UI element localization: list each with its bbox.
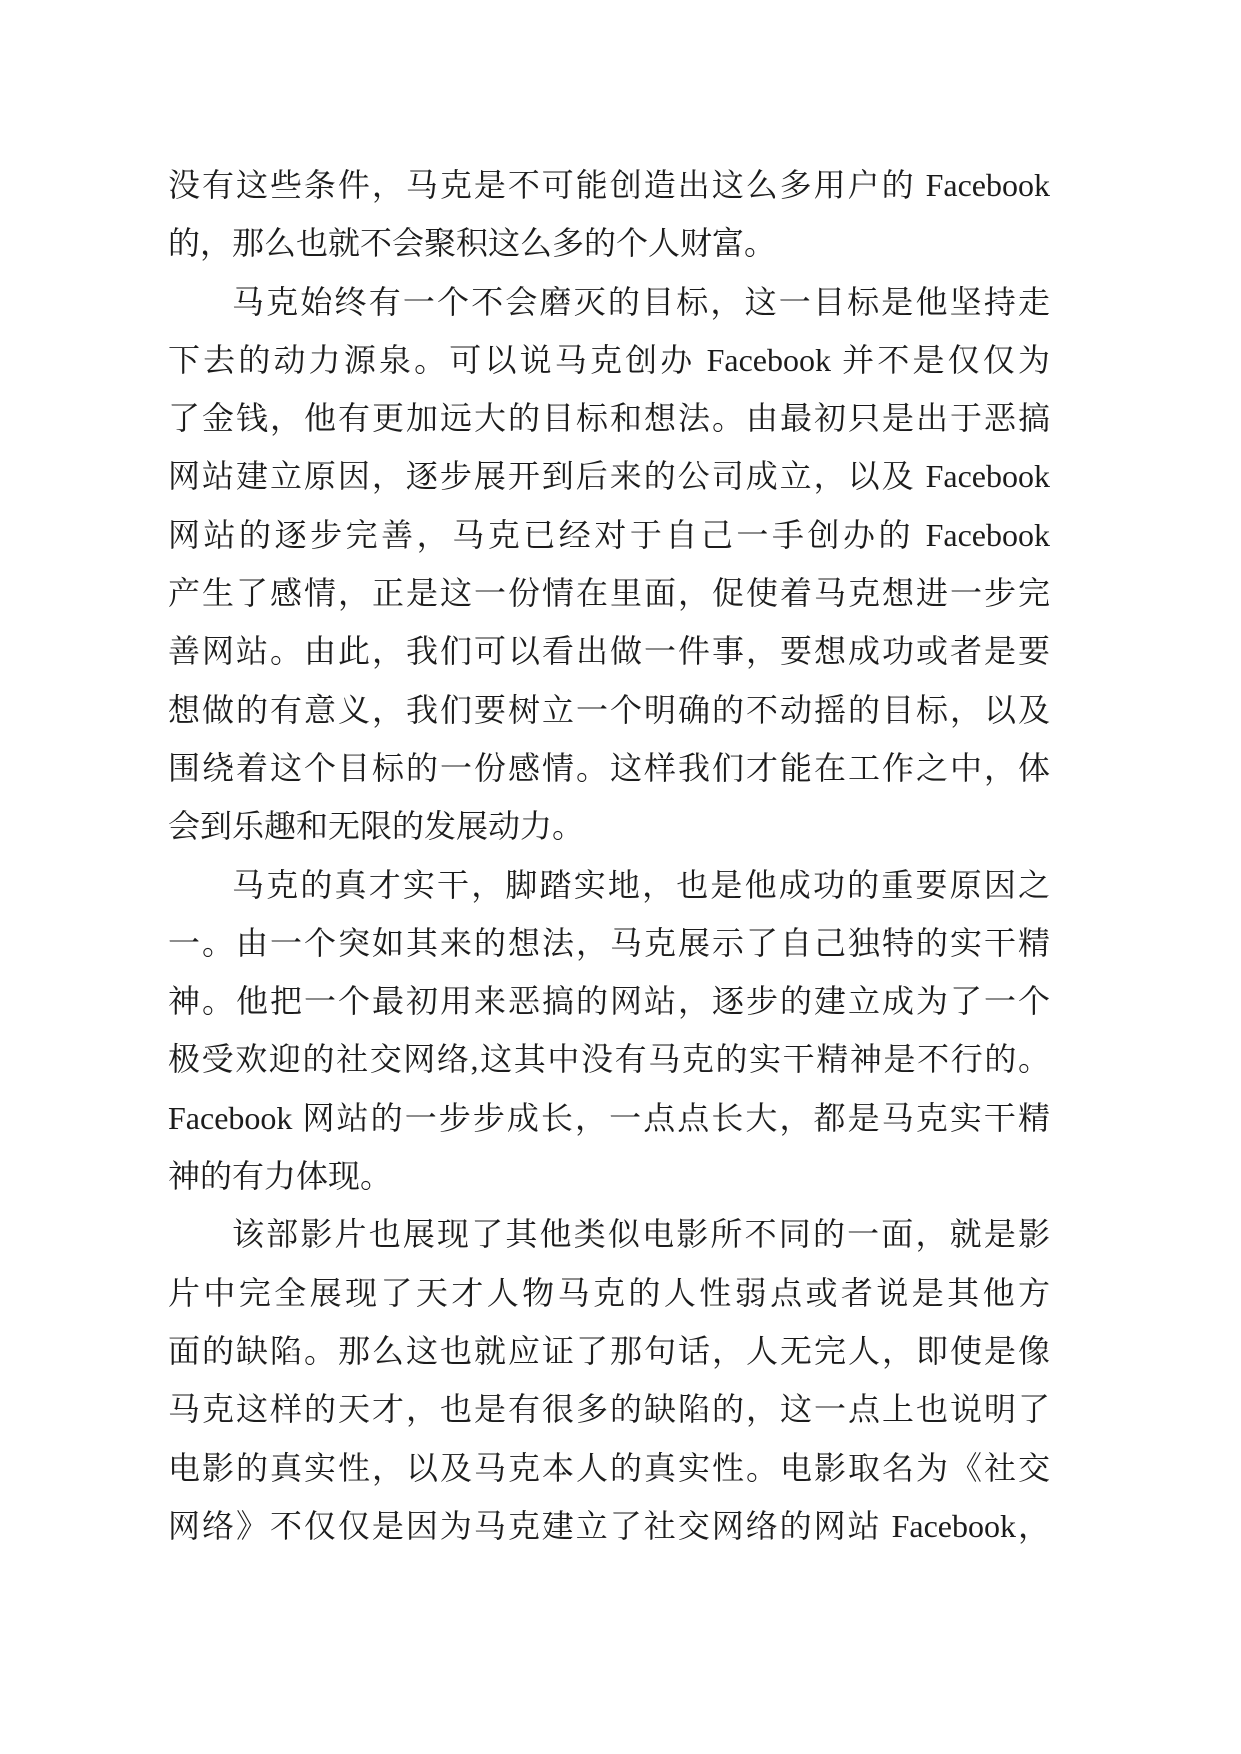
text-line: 产生了感情，正是这一份情在里面，促使着马克想进一步完 [168,575,1050,612]
text-line: 善网站。由此，我们可以看出做一件事，要想成功或者是要 [168,633,1050,670]
text-line: 下去的动力源泉。可以说马克创办 Facebook 并不是仅仅为 [168,341,1050,378]
text-line: 极受欢迎的社交网络,这其中没有马克的实干精神是不行的。 [168,1041,1050,1078]
text-line: 面的缺陷。那么这也就应证了那句话，人无完人，即使是像 [168,1332,1050,1369]
text-line: 电影的真实性，以及马克本人的真实性。电影取名为《社交 [168,1449,1050,1486]
text-line: 网络》不仅仅是因为马克建立了社交网络的网站 Facebook， [168,1507,1050,1544]
text-line: 马克这样的天才，也是有很多的缺陷的，这一点上也说明了 [168,1391,1050,1428]
text-line: 片中完全展现了天才人物马克的人性弱点或者说是其他方 [168,1274,1050,1311]
text-line: 一。由一个突如其来的想法，马克展示了自己独特的实干精 [168,924,1050,961]
text-line: 网站的逐步完善，马克已经对于自己一手创办的 Facebook [168,516,1050,553]
text-line: Facebook 网站的一步步成长，一点点长大，都是马克实干精 [168,1099,1050,1136]
text-block [168,156,1050,1555]
text-line: 马克的真才实干，脚踏实地，也是他成功的重要原因之 [232,866,1050,903]
text-line: 的，那么也就不会聚积这么多的个人财富。 [168,225,777,262]
text-line: 会到乐趣和无限的发展动力。 [168,808,585,845]
text-line: 没有这些条件，马克是不可能创造出这么多用户的 Facebook [168,167,1050,203]
text-line: 围绕着这个目标的一份感情。这样我们才能在工作之中，体 [168,749,1050,786]
text-line: 想做的有意义，我们要树立一个明确的不动摇的目标，以及 [168,691,1050,728]
text-line: 神。他把一个最初用来恶搞的网站，逐步的建立成为了一个 [168,983,1050,1020]
text-line: 神的有力体现。 [168,1158,393,1195]
text-line: 了金钱，他有更加远大的目标和想法。由最初只是出于恶搞 [168,400,1050,437]
text-line: 该部影片也展现了其他类似电影所不同的一面，就是影 [232,1216,1050,1253]
text-line: 马克始终有一个不会磨灭的目标，这一目标是他坚持走 [232,283,1050,320]
text-line: 网站建立原因，逐步展开到后来的公司成立，以及 Facebook [168,458,1050,495]
